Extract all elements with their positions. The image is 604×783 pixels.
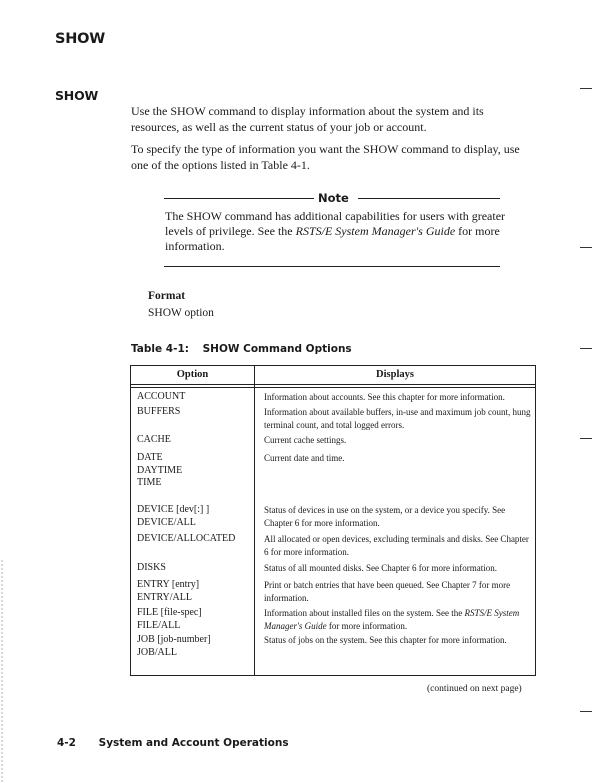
note-label: Note: [318, 191, 349, 205]
header-rule: [131, 387, 535, 388]
displays-cell: Status of devices in use on the system, or a device you specify. See Chapter 6 for more information.: [264, 505, 506, 528]
option-value: TIME: [137, 477, 162, 488]
note-footer-rule: [164, 266, 500, 267]
margin-tick-mark: [580, 247, 592, 248]
option-cell: [137, 406, 252, 419]
option-cell: [137, 391, 252, 404]
table-caption-number: Table 4-1:: [131, 343, 189, 355]
table-caption-title: SHOW Command Options: [202, 343, 352, 355]
options-table: [130, 365, 536, 676]
note-rule-left: [164, 198, 314, 199]
continued-note: (continued on next page): [427, 684, 522, 694]
header-rule: [131, 384, 535, 385]
format-heading: Format: [148, 290, 186, 302]
displays-cell: Information about accounts. See this chapter for more information.: [264, 392, 505, 402]
page-footer: [57, 737, 289, 749]
intro-paragraph-1: Use the SHOW command to display information about the system and its resources, as well as the current status of your job or account.: [131, 104, 484, 134]
intro-paragraph-2: To specify the type of information you want the SHOW command to display, use one of the options listed in Table 4-1.: [131, 142, 520, 172]
option-value: ENTRY/ALL: [137, 591, 192, 603]
option-value: FILE/ALL: [137, 619, 181, 631]
option-value: FILE [file-spec]: [137, 607, 202, 618]
option-value: ENTRY [entry]: [137, 579, 200, 590]
option-value: JOB/ALL: [137, 646, 177, 658]
option-value: JOB [job-number]: [137, 634, 211, 645]
displays-cell: Status of all mounted disks. See Chapter 6 for more information.: [264, 563, 497, 573]
option-value: DATE: [137, 452, 163, 463]
option-value: DEVICE/ALLOCATED: [137, 533, 236, 544]
displays-cell: Current date and time.: [264, 453, 345, 463]
option-value: DEVICE/ALL: [137, 516, 196, 528]
note-header-rule: [164, 192, 500, 204]
option-cell: [137, 434, 252, 447]
note-rule-right: [358, 198, 500, 199]
displays-cell: Print or batch entries that have been queued. See Chapter 7 for more information.: [264, 580, 511, 603]
page-number: 4-2: [57, 737, 76, 749]
displays-text-part: Information about installed files on the system. See the: [264, 608, 465, 618]
option-value: CACHE: [137, 434, 171, 445]
option-cell: [137, 579, 252, 604]
option-cell: [137, 452, 252, 490]
option-cell: [137, 562, 252, 575]
option-value: BUFFERS: [137, 406, 181, 417]
column-header-displays: Displays: [376, 369, 414, 380]
option-cell: [137, 607, 252, 632]
option-cell: [137, 533, 252, 546]
option-value: DAYTIME: [137, 464, 183, 476]
book-title-reference: RSTS/E System Manager's Guide: [264, 608, 520, 631]
margin-tick-mark: [580, 348, 592, 349]
displays-cell: Status of jobs on the system. See this chapter for more information.: [264, 635, 507, 645]
column-divider: [254, 366, 255, 675]
displays-text-part: for more information.: [326, 620, 408, 631]
format-syntax: SHOW option: [148, 307, 214, 319]
column-header-option: Option: [176, 369, 209, 380]
table-caption: [131, 343, 352, 355]
displays-cell: Current cache settings.: [264, 435, 347, 445]
option-value: DEVICE [dev[:] ]: [137, 504, 210, 515]
displays-cell: [264, 607, 532, 632]
chapter-title: System and Account Operations: [98, 737, 289, 749]
note-text-part: for more information.: [165, 224, 500, 253]
scan-edge-artifact: [1, 560, 3, 783]
displays-cell: Information about available buffers, in-use and maximum job count, hung terminal count, and total logged errors.: [264, 407, 531, 430]
option-value: ACCOUNT: [137, 391, 186, 402]
margin-tick-mark: [580, 711, 592, 712]
section-heading: SHOW: [55, 88, 99, 103]
option-cell: [137, 634, 252, 659]
book-title-reference: RSTS/E System Manager's Guide: [295, 224, 456, 238]
running-head: SHOW: [55, 31, 106, 47]
note-text: [165, 209, 505, 254]
note-text-part: The SHOW command has additional capabilities for users with greater levels of privilege. See the: [165, 209, 506, 238]
option-cell: [137, 504, 252, 529]
margin-tick-mark: [580, 438, 592, 439]
option-value: DISKS: [137, 562, 166, 573]
displays-cell: All allocated or open devices, excluding terminals and disks. See Chapter 6 for more information.: [264, 534, 529, 557]
margin-tick-mark: [580, 88, 592, 89]
